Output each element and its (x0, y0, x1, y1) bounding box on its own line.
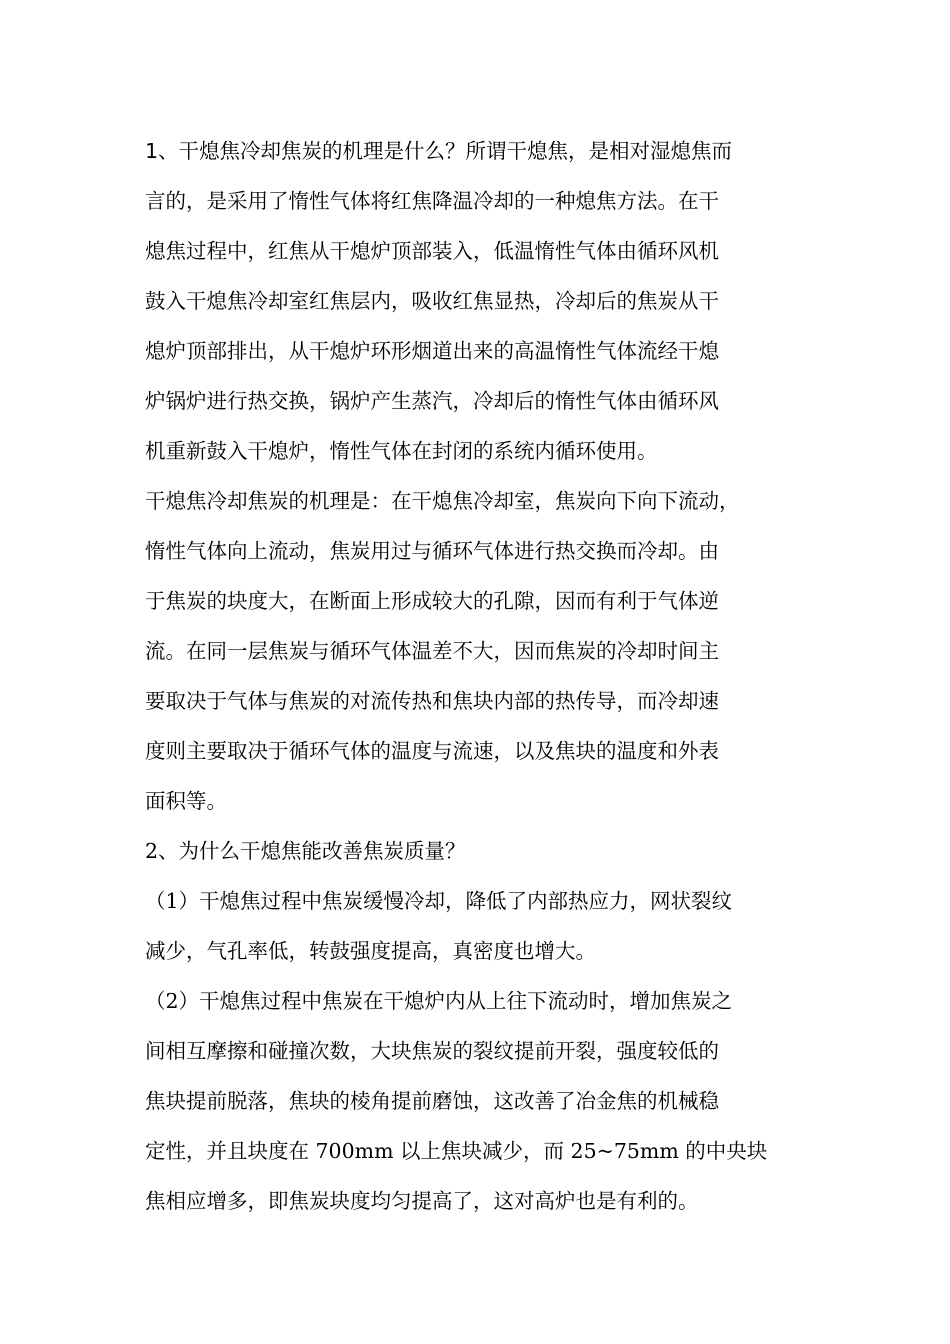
text-line: 面积等。 (145, 789, 227, 813)
document-body (145, 126, 805, 1226)
text-line: 言的，是采用了惰性气体将红焦降温冷却的一种熄焦方法。在干 (145, 189, 719, 213)
text-line: 间相互摩擦和碰撞次数，大块焦炭的裂纹提前开裂，强度较低的 (145, 1039, 719, 1063)
text-line: 惰性气体向上流动，焦炭用过与循环气体进行热交换而冷却。由 (145, 539, 719, 563)
text-line: （1）干熄焦过程中焦炭缓慢冷却，降低了内部热应力，网状裂纹 (145, 889, 733, 913)
text-line: 焦相应增多，即焦炭块度均匀提高了，这对高炉也是有利的。 (145, 1189, 699, 1213)
text-line: 焦块提前脱落，焦块的棱角提前磨蚀，这改善了冶金焦的机械稳 (145, 1089, 719, 1113)
text-line: 炉锅炉进行热交换，锅炉产生蒸汽，冷却后的惰性气体由循环风 (145, 389, 719, 413)
text-line: 干熄焦冷却焦炭的机理是：在干熄焦冷却室，焦炭向下向下流动， (145, 489, 740, 513)
text-line: 1、干熄焦冷却焦炭的机理是什么？所谓干熄焦，是相对湿熄焦而 (145, 139, 733, 163)
text-line: 定性，并且块度在 700mm 以上焦块减少，而 25~75mm 的中央块 (145, 1139, 768, 1163)
text-line: 流。在同一层焦炭与循环气体温差不大，因而焦炭的冷却时间主 (145, 639, 719, 663)
text-line: 要取决于气体与焦炭的对流传热和焦块内部的热传导，而冷却速 (145, 689, 719, 713)
text-line: 熄炉顶部排出，从干熄炉环形烟道出来的高温惰性气体流经干熄 (145, 339, 719, 363)
text-line: 鼓入干熄焦冷却室红焦层内，吸收红焦显热，冷却后的焦炭从干 (145, 289, 719, 313)
text-line: 减少，气孔率低，转鼓强度提高，真密度也增大。 (145, 939, 596, 963)
text-line: 度则主要取决于循环气体的温度与流速，以及焦块的温度和外表 (145, 739, 719, 763)
text-line: 机重新鼓入干熄炉，惰性气体在封闭的系统内循环使用。 (145, 439, 658, 463)
text-line: 熄焦过程中，红焦从干熄炉顶部装入，低温惰性气体由循环风机 (145, 239, 719, 263)
text-line: （2）干熄焦过程中焦炭在干熄炉内从上往下流动时，增加焦炭之 (145, 989, 733, 1013)
text-line: 于焦炭的块度大，在断面上形成较大的孔隙，因而有利于气体逆 (145, 589, 719, 613)
section-heading: 2、为什么干熄焦能改善焦炭质量？ (145, 839, 466, 863)
